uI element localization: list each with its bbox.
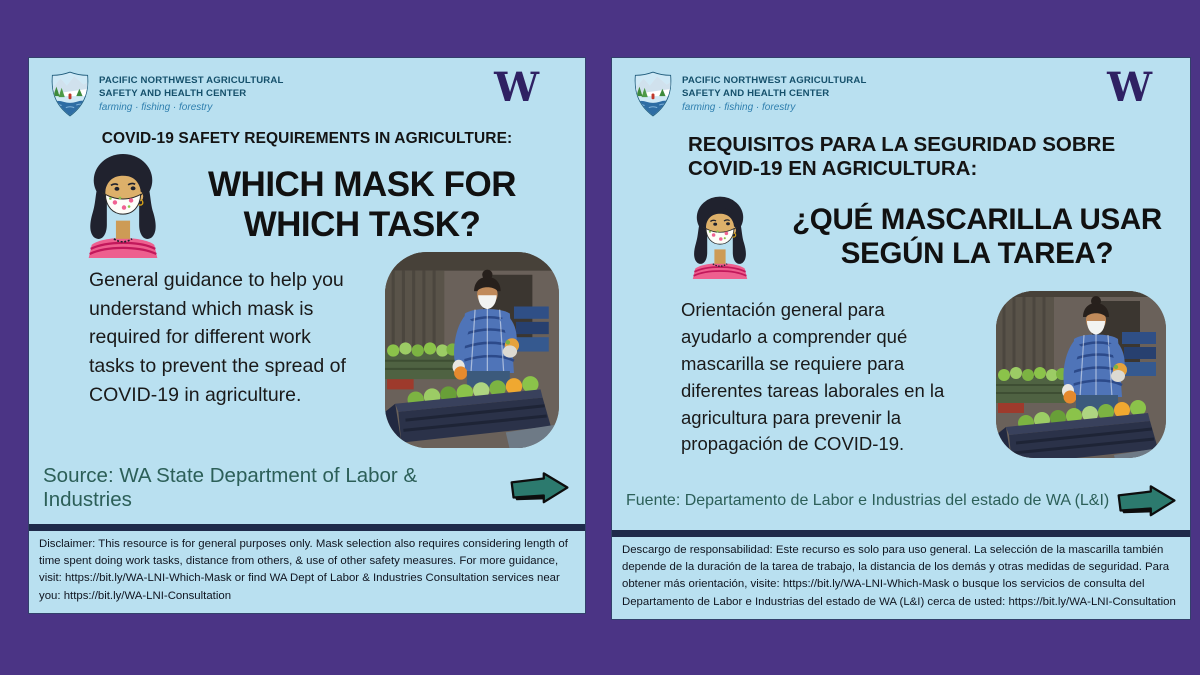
masked-woman-illustration-icon bbox=[72, 152, 174, 258]
kicker-heading: COVID-19 SAFETY REQUIREMENTS IN AGRICULTURE: bbox=[101, 130, 513, 147]
title-row bbox=[29, 152, 585, 258]
kicker-heading: REQUISITOS PARA LA SEGURIDAD SOBRE COVID-19 EN AGRICULTURA: bbox=[688, 133, 1116, 181]
divider-bar bbox=[29, 524, 585, 531]
infographic-card-english bbox=[28, 57, 586, 614]
uw-block-w-logo: W bbox=[494, 64, 539, 111]
body-text: Orientación general para ayudarlo a comprender qué mascarilla se requiere para diferentes tareas laborales en la agricultura para prevenir la propagación de COVID-19. bbox=[681, 299, 945, 455]
infographic-card-spanish bbox=[611, 57, 1191, 620]
content-row bbox=[612, 297, 1190, 458]
logo-tagline: farming · fishing · forestry bbox=[99, 101, 213, 113]
logo-text bbox=[682, 75, 866, 113]
source-row bbox=[612, 484, 1190, 518]
disclaimer-text: Disclaimer: This resource is for general purposes only. Mask selection also requires considering length of time spent doing work tasks, distance from others, & use of other safety measures. For more guidance, visit: https://bit.ly/WA-LNI-Which-Mask or find WA Dept of Labor & Industries Consultation services near you: https://bit.ly/WA-LNI-Consultation bbox=[39, 537, 568, 602]
card-header bbox=[612, 58, 1190, 117]
card-header bbox=[29, 58, 585, 117]
page-title: WHICH MASK FOR WHICH TASK? bbox=[208, 165, 516, 244]
title-row bbox=[612, 191, 1190, 283]
produce-worker-photo-image bbox=[996, 291, 1166, 458]
logo-name-line2: SAFETY AND HEALTH CENTER bbox=[99, 87, 247, 99]
logo-text bbox=[99, 75, 283, 113]
logo-name-line1: PACIFIC NORTHWEST AGRICULTURAL bbox=[682, 75, 867, 87]
source-text: Fuente: Departamento de Labor e Industrias del estado de WA (L&I) bbox=[626, 491, 1110, 509]
logo-tagline: farming · fishing · forestry bbox=[682, 101, 796, 113]
produce-worker-photo bbox=[385, 252, 559, 448]
divider-bar bbox=[612, 530, 1190, 537]
content-row bbox=[29, 266, 585, 448]
pnash-logo bbox=[49, 71, 283, 117]
uw-block-w-logo: W bbox=[1107, 64, 1152, 111]
pnash-logo bbox=[632, 71, 866, 117]
source-text: Source: WA State Department of Labor & Industries bbox=[43, 463, 418, 511]
body-text: General guidance to help you understand which mask is required for different work tasks to prevent the spread of COVID-19 in agriculture. bbox=[89, 269, 346, 406]
arrow-right-icon bbox=[505, 471, 575, 505]
disclaimer-text: Descargo de responsabilidad: Este recurso es solo para uso general. La selección de la mascarilla también depende de la duración de la tarea de trabajo, la distancia de los demás y otras medidas de seguridad. Para obtener más orientación, visite: https://bit.ly/WA-LNI-Which-Mask o busque los servicios de consulta del Departamento de Labor e Industrias del estado de WA (L&I) cerca de usted: https://bit.ly/WA-LNI-Consultation bbox=[622, 543, 1176, 608]
pnash-shield-icon bbox=[632, 71, 674, 117]
logo-name-line1: PACIFIC NORTHWEST AGRICULTURAL bbox=[99, 75, 284, 87]
arrow-right-icon bbox=[1114, 484, 1180, 518]
logo-name-line2: SAFETY AND HEALTH CENTER bbox=[682, 87, 830, 99]
pnash-shield-icon bbox=[49, 71, 91, 117]
source-row bbox=[29, 464, 585, 512]
produce-worker-photo-image bbox=[385, 252, 559, 448]
produce-worker-photo bbox=[996, 291, 1166, 458]
masked-woman-illustration-icon bbox=[680, 191, 760, 283]
page-title: ¿QUÉ MASCARILLA USAR SEGÚN LA TAREA? bbox=[792, 203, 1162, 271]
